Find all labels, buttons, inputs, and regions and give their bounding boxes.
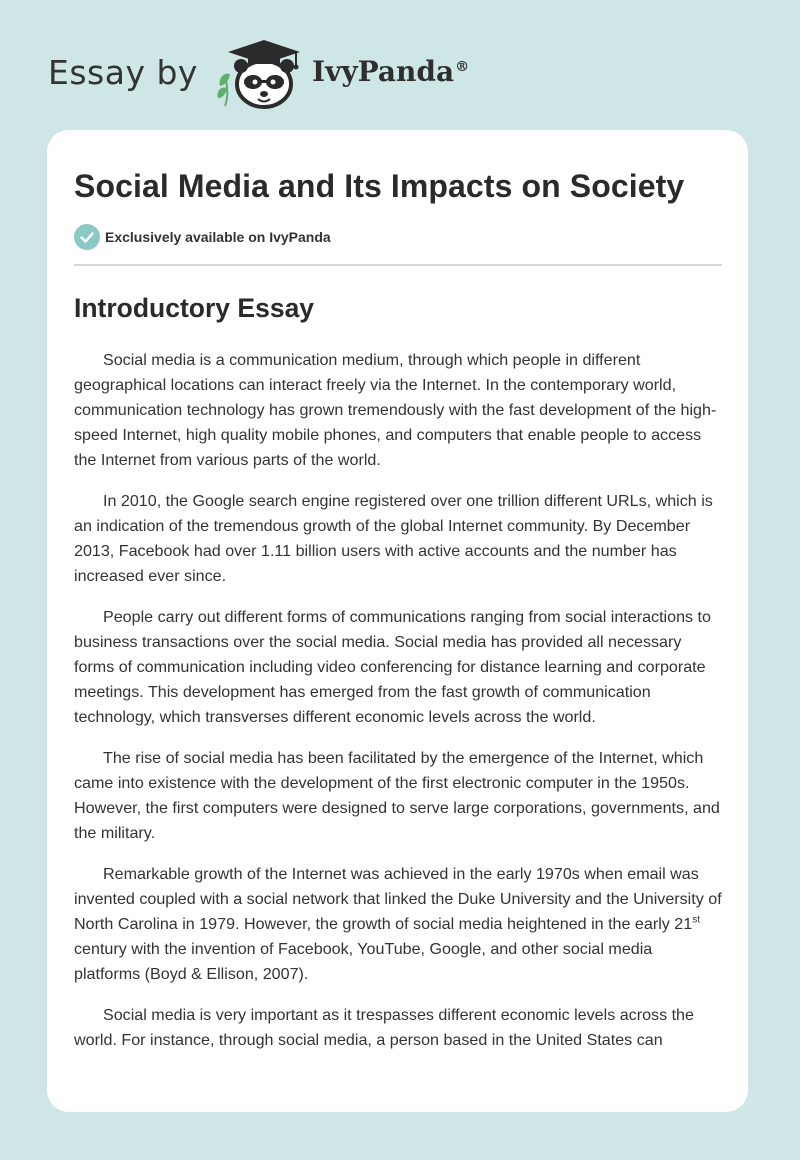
registered-mark: ® <box>455 58 470 75</box>
divider <box>74 264 722 266</box>
essay-content <box>74 130 722 1069</box>
check-circle-icon <box>74 224 100 250</box>
brand-prefix: Essay by <box>48 52 198 92</box>
brand-name: IvyPanda® <box>311 55 470 88</box>
essay-card <box>47 130 748 1112</box>
essay-title: Social Media and Its Impacts on Society <box>74 168 685 204</box>
paragraph <box>74 862 722 987</box>
section-heading: Introductory Essay <box>74 293 315 323</box>
paragraph: The rise of social media has been facilitated by the emergence of the Internet, which came into existence with the development of the first electronic computer in the 1950s. However, the first computers were designed to serve large corporations, governments, and the military. <box>74 749 720 842</box>
paragraph: People carry out different forms of communications ranging from social interactions to business transactions over the social media. Social media has provided all necessary forms of communication including video conferencing for distance learning and corporate meetings. This development has emerged from the fast growth of communication technology, which transverses different economic levels across the world. <box>74 608 711 726</box>
exclusive-badge <box>74 224 722 250</box>
paragraph: Social media is very important as it trespasses different economic levels across the world. For instance, through social media, a person based in the United States can <box>74 1006 694 1049</box>
paragraph-text-start: Remarkable growth of the Internet was achieved in the early 1970s when email was invented coupled with a social network that linked the Duke University and the University of North Carolina in 1979. However, the growth of social media heightened in the early 21 <box>74 865 722 933</box>
badge-text: Exclusively available on IvyPanda <box>105 229 331 245</box>
paragraph: Social media is a communication medium, through which people in different geographical locations can interact freely via the Internet. In the contemporary world, communication technology has grown tremendously with the fast development of the high-speed Internet, high quality mobile phones, and computers that enable people to access the Internet from various parts of the world. <box>74 351 717 469</box>
brand-header <box>48 34 469 110</box>
paragraph-text-end: century with the invention of Facebook, YouTube, Google, and other social media platforms (Boyd & Ellison, 2007). <box>74 940 653 983</box>
superscript: st <box>692 914 700 926</box>
essay-body <box>74 348 722 1053</box>
panda-graduate-icon <box>212 34 308 110</box>
paragraph: In 2010, the Google search engine registered over one trillion different URLs, which is an indication of the tremendous growth of the global Internet community. By December 2013, Facebook had over 1.11 billion users with active accounts and the number has increased ever since. <box>74 492 713 585</box>
